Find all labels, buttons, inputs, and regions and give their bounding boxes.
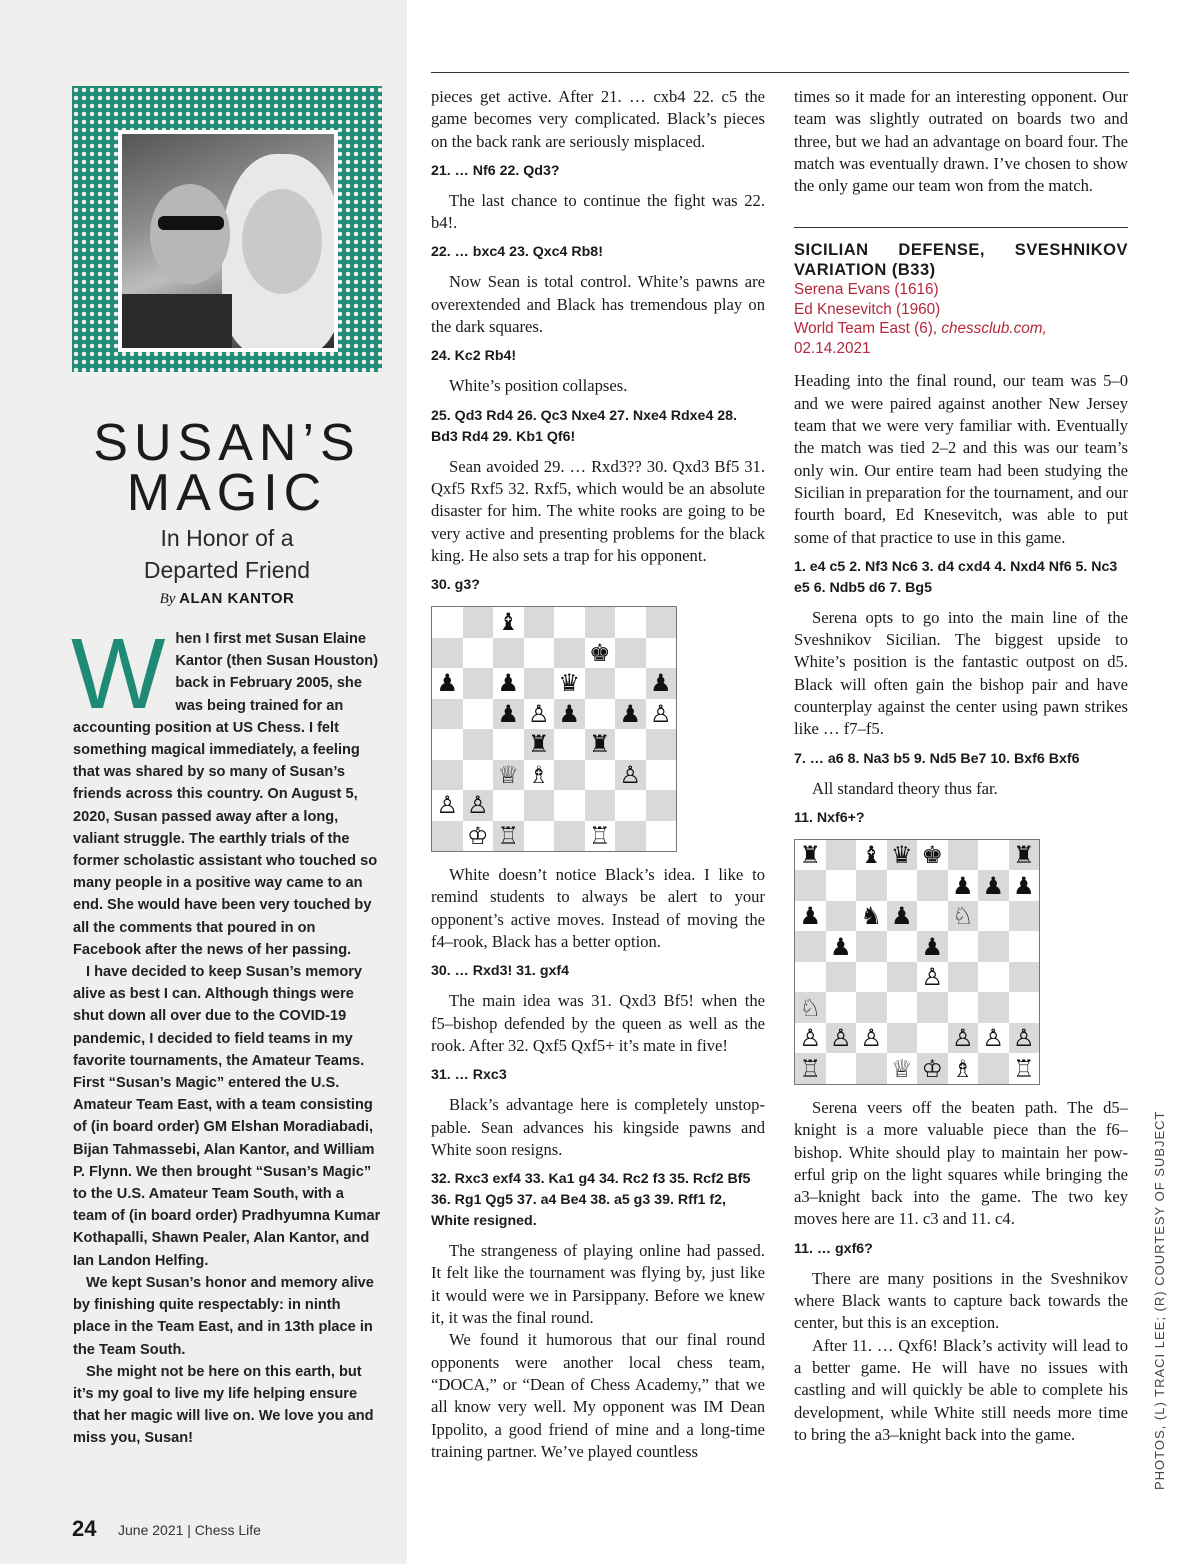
board-square bbox=[463, 760, 494, 791]
board-square bbox=[887, 1023, 918, 1054]
board-square bbox=[585, 699, 616, 730]
page-number: 24 bbox=[72, 1516, 97, 1541]
game-info: Serena Evans (1616) Ed Knesevitch (1960) World Team East (6), chessclub.com, 02.14.2021 bbox=[794, 281, 1047, 357]
column-3: times so it made for an interesting opponent. Our team was slightly outrated on boards two and three, but we had an advantage on board four. The match was eventually drawn. I’ve chosen to show the only game our team won from the match. SICILIAN DEFENSE, SVESHNIKOV VARIATION (B33) Serena Evans (1616) Ed Knesevitch (1960) World Team East (6), chessclub.com, 02.14.2021 Heading into the final round, our team was 5–0 and we were paired against another New Jersey team that we were very familiar with. Eventually the match was tied 2–2 and this was our team’s only win. Our entire team had been studying the Sicilian in preparation for the tournament, and our fourth board, Ed Knesevitch, was able to put some of that practice to use in this game. 1. e4 c5 2. Nf3 Nc6 3. d4 cxd4 4. Nxd4 Nf6 5. Nc3 e5 6. Ndb5 d6 7. Bg5 Serena opts to go into the main line of the Sveshnikov Sicilian. The biggest upside to White’s position is the fantastic outpost on d5. Black will often gain the bishop pair and have counterplay against the center using pawn strikes like … f7–f5. 7. … a6 8. Na3 b5 9. Nd5 Be7 10. Bxf6 Bxf6 All standard theory thus far. 11. Nxf6+? ♜ ♝ ♛ ♚ ♜ ♟ ♟ ♟ ♟ ♞ ♟ ♘ ♟ ♟ ♙ ♘ ♙ ♙ ♙ ♙ ♙ ♙ ♖ ♕ ♔ ♗ ♖ Serena veers off the beaten path. The d5–knight is a more valuable piece than the f6–bishop. White should play to maintain her powerful grip on the light squares while bringing the a3–knight back into the game. The two key moves here are 11. c3 and 11. c4. 11. … gxf6? There are many positions in the Sveshnikov where Black wants to capture back towards the center, but this is an exception. After 11. … Qxf6! Black’s activity will lead to a better game. He will have no issues with castling and will quickly be able to complete his development, while White still needs more time to bring the a3–knight back into the game. bbox=[794, 87, 1128, 1444]
black-rook-icon: ♜ bbox=[585, 729, 616, 760]
black-king-icon: ♚ bbox=[917, 840, 948, 871]
section-rule bbox=[794, 227, 1128, 228]
white-knight-icon: ♘ bbox=[795, 992, 826, 1023]
board-square bbox=[978, 1053, 1009, 1084]
black-bishop-icon: ♝ bbox=[493, 607, 524, 638]
drop-cap: W bbox=[71, 618, 166, 730]
board-square bbox=[917, 992, 948, 1023]
board-square bbox=[1009, 962, 1040, 993]
white-rook-icon: ♖ bbox=[493, 821, 524, 852]
white-king-icon: ♔ bbox=[463, 821, 494, 852]
move-text: 30. … Rxd3! 31. gxf4 bbox=[431, 963, 569, 980]
board-square bbox=[646, 760, 677, 791]
black-knight-icon: ♞ bbox=[856, 901, 887, 932]
black-pawn-icon: ♟ bbox=[1009, 870, 1040, 901]
board-square bbox=[856, 931, 887, 962]
black-pawn-icon: ♟ bbox=[917, 931, 948, 962]
black-pawn-icon: ♟ bbox=[646, 668, 677, 699]
board-square bbox=[432, 760, 463, 791]
white-pawn-icon: ♙ bbox=[463, 790, 494, 821]
board-square bbox=[978, 992, 1009, 1023]
black-pawn-icon: ♟ bbox=[948, 870, 979, 901]
white-pawn-icon: ♙ bbox=[524, 699, 555, 730]
black-pawn-icon: ♟ bbox=[978, 870, 1009, 901]
board-square bbox=[978, 840, 1009, 871]
board-square bbox=[826, 870, 857, 901]
board-square bbox=[795, 962, 826, 993]
white-rook-icon: ♖ bbox=[585, 821, 616, 852]
white-pawn-icon: ♙ bbox=[795, 1023, 826, 1054]
board-square bbox=[524, 790, 555, 821]
board-square bbox=[887, 962, 918, 993]
board-square bbox=[978, 962, 1009, 993]
white-pawn-icon: ♙ bbox=[948, 1023, 979, 1054]
board-square bbox=[795, 870, 826, 901]
board-square bbox=[646, 821, 677, 852]
chess-board-diagram-2 bbox=[794, 839, 1040, 1085]
board-square bbox=[463, 668, 494, 699]
board-square bbox=[432, 638, 463, 669]
photo-frame bbox=[72, 86, 382, 372]
board-square bbox=[1009, 901, 1040, 932]
board-square bbox=[615, 668, 646, 699]
board-square bbox=[646, 638, 677, 669]
board-square bbox=[615, 729, 646, 760]
black-queen-icon: ♛ bbox=[554, 668, 585, 699]
board-square bbox=[493, 729, 524, 760]
move-text: 1. e4 c5 2. Nf3 Nc6 3. d4 cxd4 4. Nxd4 Nf6 5. Nc3 e5 6. Ndb5 d6 7. Bg5 bbox=[794, 558, 1118, 596]
white-pawn-icon: ♙ bbox=[826, 1023, 857, 1054]
board-square bbox=[917, 870, 948, 901]
board-square bbox=[1009, 931, 1040, 962]
board-square bbox=[432, 821, 463, 852]
white-bishop-icon: ♗ bbox=[524, 760, 555, 791]
board-square bbox=[646, 729, 677, 760]
black-pawn-icon: ♟ bbox=[615, 699, 646, 730]
top-rule bbox=[431, 72, 1129, 73]
board-square bbox=[585, 607, 616, 638]
board-square bbox=[554, 638, 585, 669]
board-square bbox=[856, 870, 887, 901]
board-square bbox=[856, 1053, 887, 1084]
move-text: 24. Kc2 Rb4! bbox=[431, 348, 517, 365]
board-square bbox=[948, 931, 979, 962]
board-square bbox=[554, 760, 585, 791]
white-king-icon: ♔ bbox=[917, 1053, 948, 1084]
byline: By ALAN KANTOR bbox=[159, 590, 295, 607]
board-square bbox=[585, 668, 616, 699]
board-square bbox=[856, 992, 887, 1023]
article-subtitle: In Honor of a Departed Friend bbox=[143, 525, 311, 583]
black-king-icon: ♚ bbox=[585, 638, 616, 669]
board-square bbox=[795, 931, 826, 962]
white-rook-icon: ♖ bbox=[1009, 1053, 1040, 1084]
intro-text: When I first met Susan Elaine Kantor (then Susan Houston) back in February 2005, she was being trained for an accounting position at US Chess. I felt something magical immediately, a feeling that was shared by so many of Susan’s friends across this country. On August 5, 2020, Susan passed away after a long, valiant struggle. The earthly trials of the former scholastic assistant who touched so many people in a positive way came to an end. She would have been very touched by all the comments that poured in on Facebook after the news of her passing. I have decided to keep Susan’s memory alive as best I can. Although things were shut down all over due to the COVID-19 pandemic, I decided to field teams in my favorite tournaments, the Amateur Teams. First “Susan’s Magic” entered the U.S. Amateur Team East, with a team consisting of (in board order) GM Elshan Moradiabadi, Bijan Tahmassebi, Alan Kantor, and William P. Flynn. We then brought “Susan’s Magic” to the U.S. Amateur Team South, with a team of (in board order) Pradhyumna Kumar Kothapalli, Shawn Pealer, Alan Kantor, and Ian Landon Helfing. We kept Susan’s honor and memory alive by finishing quite respectably: in ninth place in the Team East, and in 13th place in the Team South. She might not be here on this earth, but it’s my goal to live my life helping ensure that her magic will live on. We love you and miss you, Susan! bbox=[71, 618, 381, 1447]
white-bishop-icon: ♗ bbox=[948, 1053, 979, 1084]
board-square bbox=[615, 638, 646, 669]
board-square bbox=[948, 992, 979, 1023]
black-pawn-icon: ♟ bbox=[554, 699, 585, 730]
board-square bbox=[948, 840, 979, 871]
black-rook-icon: ♜ bbox=[1009, 840, 1040, 871]
photo-credit: PHOTOS, (L) TRACI LEE; (R) COURTESY OF SUBJECT bbox=[1152, 1110, 1167, 1490]
move-text: 30. g3? bbox=[431, 577, 480, 594]
board-square bbox=[585, 760, 616, 791]
black-pawn-icon: ♟ bbox=[795, 901, 826, 932]
board-square bbox=[826, 901, 857, 932]
author-name: ALAN KANTOR bbox=[179, 590, 295, 607]
board-square bbox=[615, 821, 646, 852]
board-square bbox=[615, 607, 646, 638]
board-square bbox=[554, 790, 585, 821]
board-square bbox=[524, 821, 555, 852]
article-title: SUSAN’S MAGIC bbox=[93, 414, 361, 522]
board-square bbox=[887, 992, 918, 1023]
board-square bbox=[463, 729, 494, 760]
board-square bbox=[826, 992, 857, 1023]
white-pawn-icon: ♙ bbox=[615, 760, 646, 791]
board-square bbox=[887, 931, 918, 962]
board-square bbox=[1009, 992, 1040, 1023]
board-square bbox=[646, 790, 677, 821]
board-square bbox=[856, 962, 887, 993]
move-text: 22. … bxc4 23. Qxc4 Rb8! bbox=[431, 244, 603, 261]
move-text: 21. … Nf6 22. Qd3? bbox=[431, 162, 560, 179]
board-square bbox=[615, 790, 646, 821]
board-square bbox=[554, 607, 585, 638]
black-pawn-icon: ♟ bbox=[493, 668, 524, 699]
board-square bbox=[978, 931, 1009, 962]
board-square bbox=[917, 1023, 948, 1054]
board-square bbox=[978, 901, 1009, 932]
black-rook-icon: ♜ bbox=[795, 840, 826, 871]
white-pawn-icon: ♙ bbox=[856, 1023, 887, 1054]
board-square bbox=[826, 1053, 857, 1084]
board-square bbox=[524, 638, 555, 669]
white-rook-icon: ♖ bbox=[795, 1053, 826, 1084]
issue-label: June 2021 | Chess Life bbox=[118, 1522, 261, 1538]
white-pawn-icon: ♙ bbox=[1009, 1023, 1040, 1054]
move-text: 32. Rxc3 exf4 33. Ka1 g4 34. Rc2 f3 35. Rcf2 Bf5 36. Rg1 Qg5 37. a4 Be4 38. a5 g3 39. Rff1 f2, White resigned. bbox=[431, 1171, 751, 1230]
black-bishop-icon: ♝ bbox=[856, 840, 887, 871]
board-square bbox=[917, 901, 948, 932]
board-square bbox=[432, 699, 463, 730]
white-pawn-icon: ♙ bbox=[646, 699, 677, 730]
game-heading: SICILIAN DEFENSE, SVESHNIKOV VARIATION (B33) bbox=[794, 241, 1128, 280]
column-2: pieces get active. After 21. … cxb4 22. c5 the game becomes very complicated. Black’s pieces on the back rank are seriously misplaced. 21. … Nf6 22. Qd3? The last chance to continue the fight was 22. b4!. 22. … bxc4 23. Qxc4 Rb8! Now Sean is total control. White’s pawns are overextended and Black has tremendous play on the dark squares. 24. Kc2 Rb4! White’s position collapses. 25. Qd3 Rd4 26. Qc3 Nxe4 27. Nxe4 Rdxe4 28. Bd3 Rd4 29. Kb1 Qf6! Sean avoided 29. … Rxd3?? 30. Qxd3 Bf5 31. Qxf5 Rxf5 32. Rxf5, which would be an absolute disaster for him. The white rooks are going to be very active and presenting problems for the black king. He also sets a trap for his opponent. 30. g3? ♝ ♚ ♟ ♟ ♛ ♟ ♟ ♙ ♟ ♟ ♙ ♜ ♜ ♕ ♗ ♙ ♙ ♙ ♔ ♖ ♖ White doesn’t notice Black’s idea. I like to remind students to always be alert to your opponent’s active moves. Instead of moving the f4–rook, Black has a better option. 30. … Rxd3! 31. gxf4 The main idea was 31. Qxd3 Bf5! when the f5–bishop defended by the queen as well as the rook. After 32. Qxf5 Qxf5+ it’s mate in five! 31. … Rxc3 Black’s advantage here is completely unstoppable. Sean advances his kingside pawns and White soon resigns. 32. Rxc3 exf4 33. Ka1 g4 34. Rc2 f3 35. Rcf2 Bf5 36. Rg1 Qg5 37. a4 Be4 38. a5 g3 39. Rff1 f2, White resigned. The strangeness of playing online had passed. It felt like the tournament was flying by, just like it would were we in Parsippany. Before we knew it, it was the final round. We found it humorous that our final round opponents were another local chess team, “DOCA,” or “Dean of Chess Academy,” that we all know very well. My opponent was IM Dean Ippolito, a good friend of mine and a long-time training partner. We’ve played countless bbox=[431, 87, 765, 1461]
black-pawn-icon: ♟ bbox=[887, 901, 918, 932]
white-pawn-icon: ♙ bbox=[978, 1023, 1009, 1054]
board-square bbox=[493, 638, 524, 669]
move-text: 11. … gxf6? bbox=[794, 1240, 873, 1257]
board-square bbox=[826, 840, 857, 871]
board-square bbox=[585, 790, 616, 821]
white-pawn-icon: ♙ bbox=[432, 790, 463, 821]
white-knight-icon: ♘ bbox=[948, 901, 979, 932]
board-square bbox=[463, 607, 494, 638]
white-queen-icon: ♕ bbox=[887, 1053, 918, 1084]
chess-board-diagram-1 bbox=[431, 606, 677, 852]
black-pawn-icon: ♟ bbox=[493, 699, 524, 730]
board-square bbox=[646, 607, 677, 638]
board-square bbox=[826, 962, 857, 993]
black-queen-icon: ♛ bbox=[887, 840, 918, 871]
move-text: 31. … Rxc3 bbox=[431, 1067, 507, 1084]
sidebar bbox=[0, 0, 407, 1564]
white-queen-icon: ♕ bbox=[493, 760, 524, 791]
board-square bbox=[493, 790, 524, 821]
black-pawn-icon: ♟ bbox=[432, 668, 463, 699]
board-square bbox=[432, 607, 463, 638]
board-square bbox=[524, 668, 555, 699]
board-square bbox=[554, 729, 585, 760]
black-pawn-icon: ♟ bbox=[826, 931, 857, 962]
portrait-photo bbox=[118, 130, 338, 352]
board-square bbox=[554, 821, 585, 852]
board-square bbox=[887, 870, 918, 901]
board-square bbox=[948, 962, 979, 993]
black-rook-icon: ♜ bbox=[524, 729, 555, 760]
move-text: 11. Nxf6+? bbox=[794, 809, 865, 826]
board-square bbox=[432, 729, 463, 760]
board-square bbox=[463, 699, 494, 730]
board-square bbox=[463, 638, 494, 669]
move-text: 7. … a6 8. Na3 b5 9. Nd5 Be7 10. Bxf6 Bxf6 bbox=[794, 750, 1080, 767]
move-text: 25. Qd3 Rd4 26. Qc3 Nxe4 27. Nxe4 Rdxe4 28. Bd3 Rd4 29. Kb1 Qf6! bbox=[431, 407, 737, 445]
white-pawn-icon: ♙ bbox=[917, 962, 948, 993]
board-square bbox=[524, 607, 555, 638]
